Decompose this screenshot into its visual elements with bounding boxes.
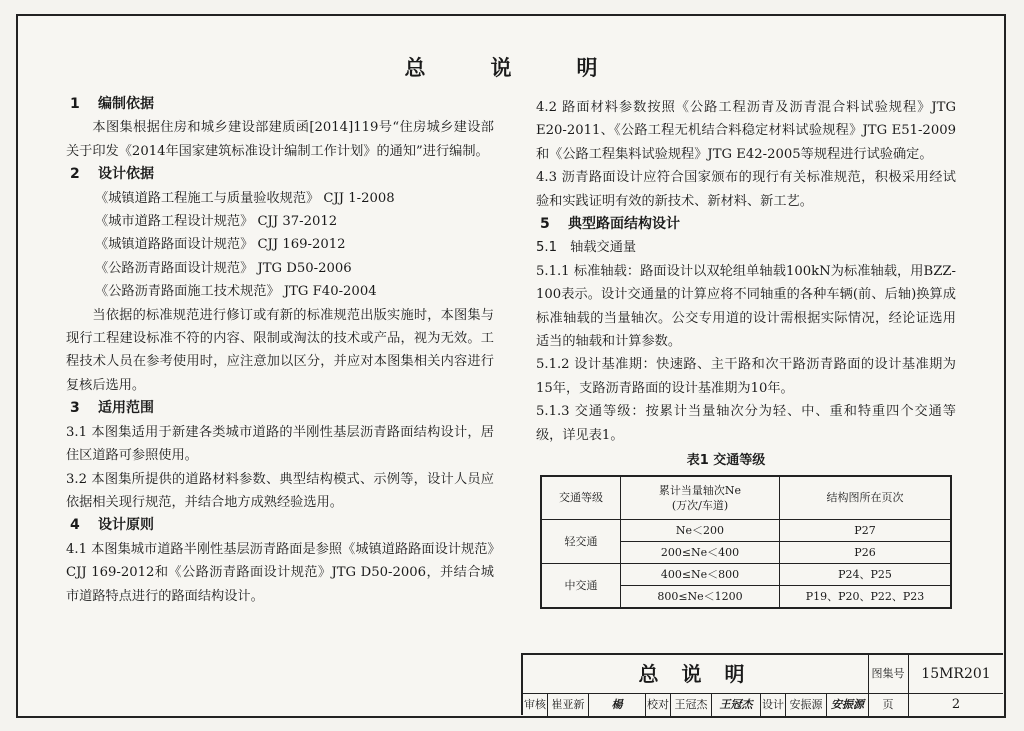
section-3-heading: 3 适用范围 xyxy=(70,400,154,417)
title-block-title: 总 说 明 xyxy=(523,655,869,693)
table-row xyxy=(541,563,951,585)
standard-item: 《城镇道路路面设计规范》 CJJ 169-2012 xyxy=(95,237,346,253)
section-4-heading: 4 设计原则 xyxy=(70,517,154,534)
section-1-heading: 1 编制依据 xyxy=(70,96,154,112)
cell-page: P26 xyxy=(780,541,952,563)
page-number: 2 xyxy=(951,697,961,712)
checker-name: 王冠杰 xyxy=(671,694,712,716)
designer-signature: 安振源 xyxy=(827,694,869,716)
standard-item: 《城市道路工程设计规范》 CJJ 37-2012 xyxy=(95,214,338,230)
header-ne: 累计当量轴次Ne (万次/车道) xyxy=(621,476,780,520)
clause-5-1: 5.1 轴载交通量 xyxy=(536,240,637,256)
atlas-number: 15MR201 xyxy=(921,666,991,682)
page-label: 页 xyxy=(868,694,909,716)
standard-item: 《城镇道路工程施工与质量验收规范》 CJJ 1-2008 xyxy=(95,190,395,206)
designer-name: 安振源 xyxy=(786,694,827,716)
header-page: 结构图所在页次 xyxy=(780,476,952,520)
signature-row xyxy=(523,693,1003,716)
traffic-grade-table xyxy=(540,475,952,609)
clause-4-2: 4.2 路面材料参数按照《公路工程沥青及沥青混合料试验规程》JTG E20-2011、《公路工程无机结合料稳定材料试验规程》JTG E51-2009和《公路工程集料试验规程》JTG E42-2005等规程进行试验确定。 xyxy=(536,100,956,162)
right-column xyxy=(536,96,956,609)
reviewer-name: 崔亚新 xyxy=(548,694,589,716)
cell-ne: Ne＜200 xyxy=(621,519,780,541)
clause-5-1-2: 5.1.2 设计基准期：快速路、主干路和次干路沥青路面的设计基准期为15年，支路沥青路面的设计基准期为10年。 xyxy=(536,357,956,396)
cell-grade: 中交通 xyxy=(541,563,621,608)
title-block xyxy=(521,653,1003,715)
atlas-label: 图集号 xyxy=(868,655,909,693)
section-2-text: 当依据的标准规范进行修订或有新的标准规范出版实施时，本图集与现行工程建设标准不符的内容、限制或淘汰的技术或产品，视为无效。工程技术人员在参考使用时，应注意加以区分，并应对本图集相关内容进行复核后选用。 xyxy=(66,307,494,393)
header-grade: 交通等级 xyxy=(541,476,621,520)
section-2-heading: 2 设计依据 xyxy=(70,166,154,183)
table-row xyxy=(541,519,951,541)
cell-page: P19、P20、P22、P23 xyxy=(780,585,952,608)
page-title: 总 说 明 xyxy=(404,56,620,80)
cell-grade: 轻交通 xyxy=(541,519,621,563)
section-5-heading: 5 典型路面结构设计 xyxy=(540,216,680,233)
clause-5-1-3: 5.1.3 交通等级：按累计当量轴次分为轻、中、重和特重四个交通等级，详见表1。 xyxy=(536,404,956,443)
section-1-text: 本图集根据住房和城乡建设部建质函[2014]119号“住房城乡建设部关于印发《2014年国家建筑标准设计编制工作计划》的通知”进行编制。 xyxy=(66,120,494,159)
cell-page: P24、P25 xyxy=(780,563,952,585)
table-header-row xyxy=(541,476,951,520)
table-caption: 表1 交通等级 xyxy=(686,453,766,469)
cell-ne: 400≤Ne＜800 xyxy=(621,563,780,585)
cell-ne: 800≤Ne＜1200 xyxy=(621,585,780,608)
clause-3-2: 3.2 本图集所提供的道路材料参数、典型结构模式、示例等，设计人员应依据相关现行规范，并结合地方成熟经验选用。 xyxy=(66,471,494,510)
standard-item: 《公路沥青路面施工技术规范》 JTG F40-2004 xyxy=(95,284,377,300)
clause-3-1: 3.1 本图集适用于新建各类城市道路的半刚性基层沥青路面结构设计，居住区道路可参照使用。 xyxy=(66,424,494,464)
cell-ne: 200≤Ne＜400 xyxy=(621,541,780,563)
left-column xyxy=(66,93,494,608)
cell-page: P27 xyxy=(780,519,952,541)
reviewer-signature: 楊 xyxy=(589,694,646,716)
clause-4-3: 4.3 沥青路面设计应符合国家颁布的现行有关标准规范，积极采用经试验和实践证明有效的新技术、新材料、新工艺。 xyxy=(536,170,956,209)
checker-signature: 王冠杰 xyxy=(712,694,761,716)
clause-4-1: 4.1 本图集城市道路半刚性基层沥青路面是参照《城镇道路路面设计规范》CJJ 169-2012和《公路沥青路面设计规范》JTG D50-2006，并结合城市道路特点进行的路面结构设计。 xyxy=(66,541,494,604)
standard-item: 《公路沥青路面设计规范》 JTG D50-2006 xyxy=(95,260,352,276)
review-label: 审核 xyxy=(523,694,548,716)
check-label: 校对 xyxy=(646,694,671,716)
design-label: 设计 xyxy=(761,694,786,716)
clause-5-1-1: 5.1.1 标准轴载：路面设计以双轮组单轴载100kN为标准轴载，用BZZ-100表示。设计交通量的计算应将不同轴重的各种车辆(前、后轴)换算成标准轴载的当量轴次。公交专用道的设计需根据实际情况，经论证选用适当的轴载和计算参数。 xyxy=(536,263,956,350)
